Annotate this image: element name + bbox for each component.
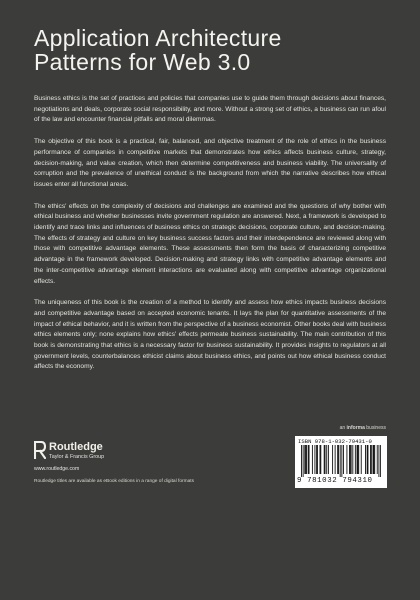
book-title bbox=[34, 26, 394, 74]
book-title-line-1: Application Architecture bbox=[34, 25, 282, 51]
barcode-bar bbox=[320, 445, 321, 474]
barcode-bar bbox=[320, 445, 321, 474]
barcode-bar bbox=[341, 445, 342, 477]
barcode-bar bbox=[337, 445, 338, 474]
description-paragraph-3: The ethics' effects on the complexity of decisions and challenges are examined and the questions of why bother with ethical business and whether businesses invite government regulation are answered. Next, a framework is developed to identify and trace links and influences of business ethics on strategic decisions, corporate culture, and decision-making. The effects of strategy and culture on key business success factors and their interdependence are reviewed along with those with competitive advantage elements. These assessments then form the basis of characterizing competitive advantage in the framework developed. Decision-making and strategy links with competitive advantage elements and the inter-competitive advantage element interactions are evaluated along with competitive advantage organizational effects. bbox=[34, 202, 386, 285]
barcode-bar bbox=[304, 445, 305, 474]
publisher-url[interactable]: www.routledge.com bbox=[34, 466, 80, 472]
barcode-bar bbox=[351, 445, 352, 474]
barcode-bar bbox=[314, 445, 315, 474]
barcode-bar bbox=[338, 445, 339, 474]
barcode-bar bbox=[358, 445, 359, 474]
routledge-r-icon bbox=[34, 441, 46, 459]
barcode-bar bbox=[308, 445, 309, 474]
barcode-bar bbox=[365, 445, 366, 474]
barcode-bar bbox=[370, 445, 371, 474]
barcode-bar bbox=[324, 445, 325, 474]
barcode-bar bbox=[309, 445, 310, 474]
barcode-bar bbox=[368, 445, 369, 474]
publisher-group: Taylor & Francis Group bbox=[49, 454, 105, 460]
barcode-bar bbox=[350, 445, 351, 474]
barcode-bar bbox=[378, 445, 379, 477]
barcode-bar bbox=[332, 445, 333, 474]
barcode-bar bbox=[317, 445, 318, 474]
barcode-bar bbox=[316, 445, 317, 474]
informa-prefix: an bbox=[339, 425, 347, 431]
barcode-bar bbox=[371, 445, 372, 474]
barcode-bar bbox=[380, 445, 381, 477]
informa-business-tag bbox=[340, 425, 386, 431]
informa-suffix: business bbox=[364, 425, 386, 431]
book-description bbox=[34, 94, 386, 384]
barcode-bar bbox=[305, 445, 306, 474]
description-paragraph-1: Business ethics is the set of practices and policies that companies use to guide them through decisions about finances, negotiations and deals, corporate social responsibility, and more. Without a strong set of ethics, a business can run afoul of the law and encounter financial pitfalls and moral dilemmas. bbox=[34, 95, 386, 124]
barcode-bar bbox=[340, 445, 341, 477]
barcode-bar bbox=[326, 445, 327, 474]
barcode-bar bbox=[357, 445, 358, 474]
ebook-availability-note: Routledge titles are available as eBook editions in a range of digital formats bbox=[34, 479, 194, 484]
informa-brand: informa bbox=[346, 425, 365, 431]
ean-number: 9 781032 794310 bbox=[297, 477, 373, 485]
barcode-bar bbox=[301, 445, 302, 477]
barcode-bar bbox=[357, 445, 358, 474]
book-title-line-2: Patterns for Web 3.0 bbox=[34, 49, 251, 75]
barcode-bar bbox=[346, 445, 347, 474]
barcode-bar bbox=[355, 445, 356, 474]
barcode-bar bbox=[325, 445, 326, 474]
barcode-bar bbox=[373, 445, 374, 474]
barcode-bars bbox=[301, 445, 381, 477]
barcode-bar bbox=[343, 445, 344, 474]
isbn-barcode bbox=[295, 436, 387, 488]
barcode-bar bbox=[335, 445, 336, 474]
barcode-bar bbox=[306, 445, 307, 474]
barcode-bar bbox=[312, 445, 313, 474]
publisher-name: Routledge bbox=[49, 441, 103, 453]
barcode-bar bbox=[328, 445, 329, 474]
description-paragraph-4: The uniqueness of this book is the creation of a method to identify and assess how ethics impacts business decisions and competitive advantage based on accepted economic tenants. It lays the plan for quantitative assessments of the impact of ethical behavior, and it is written from the perspective of a business economist. Other books deal with business ethics elements only; none explains how ethics' effects permeate business sustainability. The main contribution of this book is demonstrating that ethics is a necessary factor for business sustainability. It provides insights to regulators at all government levels, counterbalances ethicist claims about business ethics, and points out how ethical business conduct affects the economy. bbox=[34, 299, 386, 371]
barcode-bar bbox=[303, 445, 304, 477]
isbn-label: ISBN 978-1-032-79431-0 bbox=[298, 438, 372, 445]
barcode-bar bbox=[377, 445, 378, 474]
barcode-bar bbox=[367, 445, 368, 474]
barcode-bar bbox=[374, 445, 375, 474]
barcode-bar bbox=[352, 445, 353, 474]
barcode-bar bbox=[361, 445, 362, 474]
barcode-bar bbox=[349, 445, 350, 474]
barcode-bar bbox=[373, 445, 374, 474]
description-paragraph-2: The objective of this book is a practical, fair, balanced, and objective treatment of the role of ethics in the business performance of companies in competitive markets that demonstrates how ethics affects business culture, strategy, decision-making, and value creation, which then determine competitiveness and business viability. The universality of corruption and the prevalence of unethical conduct is the background from which the narrative describes how ethical issues enter all functional areas. bbox=[34, 138, 386, 188]
